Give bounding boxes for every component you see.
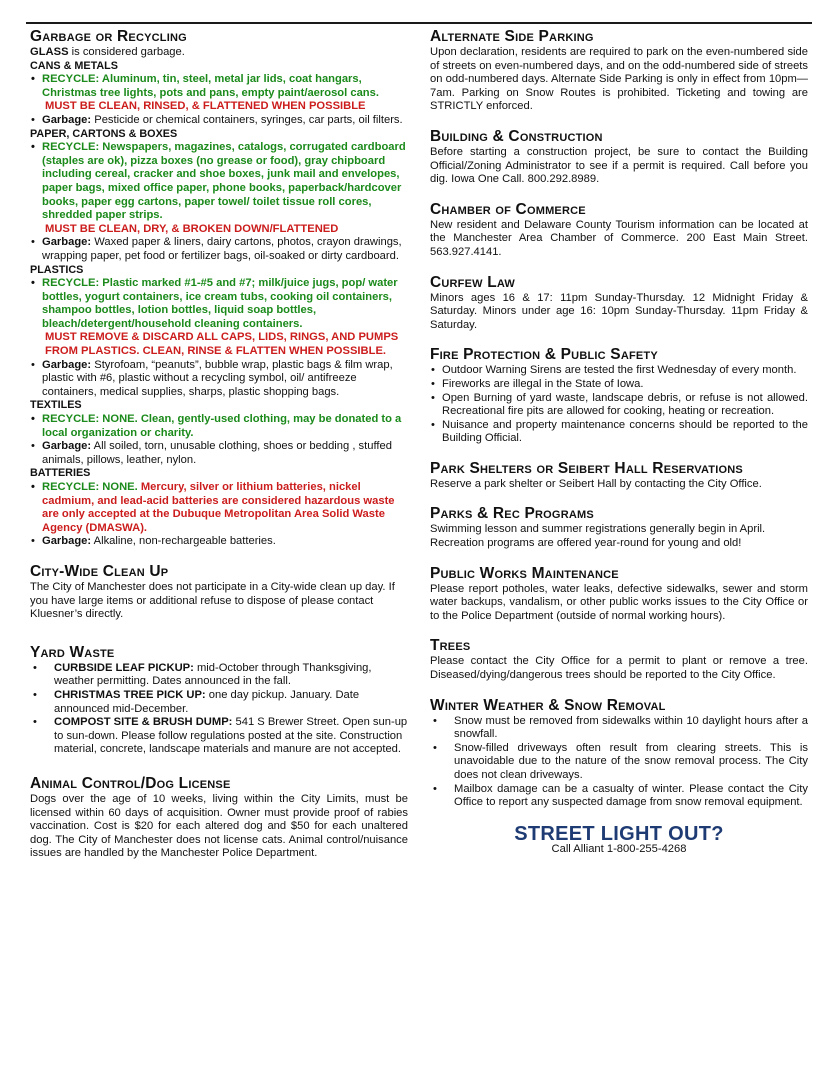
fire-item: • Nuisance and property maintenance concerns should be reported to the Building Official. <box>430 419 808 446</box>
winter-list <box>430 715 808 810</box>
yard-item-label: CURBSIDE LEAF PICKUP: <box>54 661 194 674</box>
street-light-phone: Call Alliant 1-800-255-4268 <box>551 843 687 856</box>
spacer <box>30 549 408 563</box>
textiles-garbage <box>30 440 408 467</box>
winter-section <box>430 697 808 810</box>
textiles-garbage-text: All soiled, torn, unusable clothing, shoes or bedding , stuffed animals, pillows, leather, nylon. <box>42 440 392 466</box>
shelters-heading: Park Shelters or Seibert Hall Reservations <box>430 459 743 477</box>
cans-garbage-label: Garbage: <box>42 113 92 126</box>
parking-section <box>430 28 808 114</box>
batteries-list <box>30 481 408 549</box>
spacer <box>430 187 808 201</box>
right-column <box>430 28 808 857</box>
trees-section <box>430 637 808 682</box>
spacer <box>430 551 808 565</box>
cans-recycle: • RECYCLE: Aluminum, tin, steel, metal jar lids, coat hangars, Christmas tree lights, pots and pans, empty paint/aerosol cans. <box>30 73 408 100</box>
chamber-text: New resident and Delaware County Tourism information can be located at the Manchester Area Chamber of Commerce. 200 East Main Street. 563.927.4141. <box>430 218 808 258</box>
batteries-recycle-red: Mercury, silver or lithium batteries, nickel cadmium, and lead-acid batteries are considered hazardous waste are only accepted at the Dubuque Metropolitan Area Solid Waste Agency (DMASWA). <box>42 481 395 534</box>
cans-list <box>30 73 408 100</box>
left-column <box>30 28 408 861</box>
cans-warning: MUST BE CLEAN, RINSED, & FLATTENED WHEN POSSIBLE <box>45 100 366 113</box>
street-light-callout <box>430 822 808 857</box>
yard-item-label: CHRISTMAS TREE PICK UP: <box>54 688 206 701</box>
animal-text: Dogs over the age of 10 weeks, living within the City Limits, must be licensed within 60 days of acquisition. Owner must provide proof of rabies vaccination. Cost is $20 for each altered dog and $50 for each unaltered dog. The City of Manchester does not license cats. Animal control/nuisance issues are handled by the Manchester Police Department. <box>30 792 408 860</box>
fire-item: • Outdoor Warning Sirens are tested the first Wednesday of every month. <box>430 364 808 378</box>
batteries-recycle <box>30 481 408 535</box>
paper-garbage-list <box>30 236 408 263</box>
chamber-heading: Chamber of Commerce <box>430 200 586 218</box>
plastics-garbage-list <box>30 359 408 400</box>
plastics-label: PLASTICS <box>30 263 84 276</box>
fire-list <box>430 364 808 446</box>
building-text: Before starting a construction project, be sure to contact the Building Official/Zoning Administrator to see if a permit is required. Call before you dig. Iowa One Call. 800.292.8989. <box>430 145 808 186</box>
parking-text: Upon declaration, residents are required to park on the even-numbered side of streets on even-numbered days, and on the odd-numbered side of streets on odd-numbered days. Alternate Side Parking is only in effect from 10pm—7am. Parking on Snow Routes is prohibited. Ticketing and towing are STRICTLY enforced. <box>430 46 808 113</box>
winter-item: • Mailbox damage can be a casualty of winter. Please contact the City Office to report any suspected damage from snow removal equipment. <box>430 783 808 810</box>
yard-heading: Yard Waste <box>30 643 115 661</box>
spacer <box>30 757 408 775</box>
paper-garbage-label: Garbage: <box>42 236 92 249</box>
curfew-heading: Curfew Law <box>430 273 516 291</box>
yard-item-text: one day pickup. January. Date announced mid-December. <box>54 688 360 715</box>
shelters-text: Reserve a park shelter or Seibert Hall by contacting the City Office. <box>430 477 762 490</box>
paper-recycle: • RECYCLE: Newspapers, magazines, catalogs, corrugated cardboard (staples are ok), pizza boxes (no grease or food), gray chipboard including cereal, cracker and shoe boxes, junk mail and envelopes, paper bags, mixed office paper, phone books, paperback/hardcover books, paper egg cartons, paper towel/ toilet tissue roll cores, shredded paper strips. <box>30 141 408 223</box>
cans-garbage-text: Pesticide or chemical containers, syringes, car parts, oil filters. <box>91 113 403 126</box>
yard-item-text: 541 S Brewer Street. Open sun-up to sun-down. Please follow regulations posted at the site. Construction material, concrete, landscape materials and manure are not accepted. <box>54 716 408 756</box>
yard-list <box>30 662 408 757</box>
plastics-warning: MUST REMOVE & DISCARD ALL CAPS, LIDS, RINGS, AND PUMPS FROM PLASTICS. CLEAN, RINSE & FLATTEN WHEN POSSIBLE. <box>45 331 399 358</box>
yard-item <box>30 689 408 716</box>
spacer <box>430 683 808 697</box>
spacer <box>430 114 808 128</box>
animal-section <box>30 775 408 861</box>
plastics-garbage-text: Styrofoam, “peanuts”, bubble wrap, plastic bags & film wrap, plastic with #6, plastic without a recycling symbol, oil/ antifreeze containers, medical supplies, sharps, plastic shopping bags. <box>42 358 393 398</box>
plastics-garbage-label: Garbage: <box>42 358 92 371</box>
cans-label: CANS & METALS <box>30 59 118 72</box>
plastics-recycle: • RECYCLE: Plastic marked #1-#5 and #7; milk/juice jugs, pop/ water bottles, yogurt containers, ice cream tubs, cooking oil containers, shampoo bottles, lotion bottles, liquid soap bottles, bleach/detergent/household cleaning containers. <box>30 277 408 331</box>
paper-list <box>30 141 408 223</box>
yard-section <box>30 644 408 757</box>
curfew-section <box>430 274 808 333</box>
trees-heading: Trees <box>430 637 471 655</box>
spacer <box>430 623 808 637</box>
yard-item <box>30 716 408 757</box>
building-heading: Building & Construction <box>430 127 603 145</box>
batteries-garbage-label: Garbage: <box>42 535 92 548</box>
winter-item: • Snow must be removed from sidewalks within 10 daylight hours after a snowfall. <box>430 715 808 742</box>
glass-label: GLASS <box>30 46 69 58</box>
batteries-garbage <box>30 535 408 549</box>
plastics-garbage <box>30 359 408 400</box>
plastics-list <box>30 277 408 331</box>
shelters-section <box>430 460 808 492</box>
cans-garbage-list <box>30 114 408 128</box>
batteries-recycle-green: RECYCLE: NONE. <box>42 481 141 493</box>
spacer <box>430 491 808 505</box>
yard-item-text: mid-October through Thanksgiving, weather permitting. Dates announced in the fall. <box>54 661 372 688</box>
curfew-text: Minors ages 16 & 17: 11pm Sunday-Thursday. 12 Midnight Friday & Saturday. Minors under age 16: 10pm Sunday-Thursday. 11pm Friday & Saturday. <box>430 291 808 331</box>
textiles-garbage-label: Garbage: <box>42 440 92 453</box>
top-rule <box>26 22 812 24</box>
winter-heading: Winter Weather & Snow Removal <box>430 696 666 714</box>
textiles-label: TEXTILES <box>30 399 82 412</box>
parking-heading: Alternate Side Parking <box>430 28 594 45</box>
winter-item: • Snow-filled driveways often result from clearing streets. This is unavoidable due to the nature of the snow removal process. The City does not clean driveways. <box>430 742 808 783</box>
building-section <box>430 128 808 187</box>
parks-section <box>430 505 808 550</box>
paper-label: PAPER, CARTONS & BOXES <box>30 127 178 140</box>
yard-item <box>30 662 408 689</box>
cleanup-text: The City of Manchester does not participate in a City-wide clean up day. If you have large items or additional refuse to dispose of please contact Kluesner’s directly. <box>30 580 395 621</box>
trees-text: Please contact the City Office for a permit to plant or remove a tree. Diseased/dying/dangerous trees should be reported to the City Office. <box>430 655 808 682</box>
publicworks-section <box>430 565 808 624</box>
paper-garbage-text: Waxed paper & liners, dairy cartons, photos, crayon drawings, wrapping paper, pet food or fertilizer bags, oil-soaked or dirty cardboard. <box>42 236 402 262</box>
paper-garbage <box>30 236 408 263</box>
cleanup-section <box>30 563 408 622</box>
fire-heading: Fire Protection & Public Safety <box>430 346 658 364</box>
garbage-section <box>30 28 408 549</box>
spacer <box>430 260 808 274</box>
glass-text: is considered garbage. <box>68 46 185 58</box>
fire-item: • Fireworks are illegal in the State of Iowa. <box>430 378 808 392</box>
publicworks-text: Please report potholes, water leaks, defective sidewalks, sewer and storm water backups, vandalism, or other public works issues to the City Office or to the Police Department (outside of normal working hours). <box>430 582 808 622</box>
publicworks-heading: Public Works Maintenance <box>430 564 619 582</box>
glass-line <box>30 46 408 60</box>
fire-item: • Open Burning of yard waste, landscape debris, or refuse is not allowed. Recreational fire pits are allowed for cooking, heating or recreation. <box>430 392 808 419</box>
spacer <box>30 622 408 644</box>
street-light-title: STREET LIGHT OUT? <box>514 822 724 845</box>
animal-heading: Animal Control/Dog License <box>30 774 231 792</box>
textiles-list <box>30 413 408 467</box>
spacer <box>430 446 808 460</box>
parks-text: Swimming lesson and summer registrations generally begin in April. Recreation programs are offered year-round for young and old! <box>430 523 766 550</box>
batteries-label: BATTERIES <box>30 467 91 480</box>
garbage-heading: Garbage or Recycling <box>30 28 187 45</box>
spacer <box>430 332 808 346</box>
cans-garbage <box>30 114 408 128</box>
parks-heading: Parks & Rec Programs <box>430 505 594 523</box>
fire-section <box>430 346 808 446</box>
cleanup-heading: City-Wide Clean Up <box>30 562 169 580</box>
chamber-section <box>430 201 808 260</box>
textiles-recycle: • RECYCLE: NONE. Clean, gently-used clothing, may be donated to a local organization or charity. <box>30 413 408 440</box>
batteries-garbage-text: Alkaline, non-rechargeable batteries. <box>91 535 276 548</box>
paper-warning: MUST BE CLEAN, DRY, & BROKEN DOWN/FLATTENED <box>45 222 339 235</box>
yard-item-label: COMPOST SITE & BRUSH DUMP: <box>54 716 233 729</box>
